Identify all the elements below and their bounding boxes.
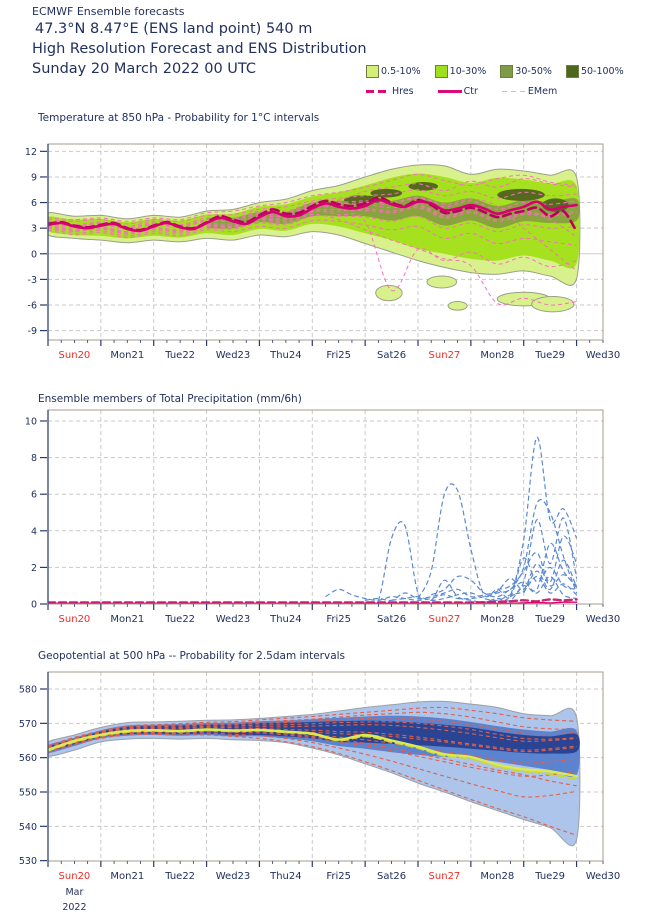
ensemble-member-line bbox=[497, 437, 576, 600]
y-tick-label: -9 bbox=[27, 326, 37, 338]
panel-1 bbox=[25, 410, 620, 625]
y-tick-label: 580 bbox=[18, 684, 37, 696]
y-tick-label: 0 bbox=[30, 249, 37, 261]
day-label-Sat26: Sat26 bbox=[377, 614, 407, 625]
basetime-line: Sunday 20 March 2022 00 UTC bbox=[32, 61, 257, 77]
day-label-Wed23: Wed23 bbox=[215, 350, 251, 361]
y-tick-label: 6 bbox=[30, 198, 37, 210]
x-axis-labels bbox=[59, 871, 621, 913]
day-label-Thu24: Thu24 bbox=[270, 350, 302, 361]
day-label-Sun20: Sun20 bbox=[58, 350, 91, 361]
day-label-Mon28: Mon28 bbox=[480, 871, 515, 882]
y-tick-label: 540 bbox=[18, 821, 37, 833]
day-label-Sat26: Sat26 bbox=[377, 871, 407, 882]
panel-title-geopotential: Geopotential at 500 hPa -- Probability for 2.5dam intervals bbox=[38, 650, 346, 662]
legend-label: EMem bbox=[527, 86, 558, 97]
y-tick-label: 570 bbox=[18, 718, 37, 730]
y-tick-label: 0 bbox=[30, 599, 37, 611]
gridlines bbox=[48, 410, 603, 604]
app-title: ECMWF Ensemble forecasts bbox=[32, 5, 185, 18]
legend-label: 0.5-10% bbox=[381, 66, 421, 77]
x-axis-labels bbox=[59, 350, 621, 361]
y-tick-label: 550 bbox=[18, 787, 37, 799]
legend-label: 50-100% bbox=[580, 66, 624, 77]
day-label-Wed30: Wed30 bbox=[585, 871, 621, 882]
day-label-Mon28: Mon28 bbox=[480, 350, 515, 361]
day-label-Mon21: Mon21 bbox=[110, 350, 145, 361]
legend-label: Ctr bbox=[463, 86, 478, 97]
month-label: Mar bbox=[65, 887, 84, 898]
day-label-Fri25: Fri25 bbox=[326, 614, 352, 625]
day-label-Mon21: Mon21 bbox=[110, 871, 145, 882]
day-label-Tue22: Tue22 bbox=[165, 614, 196, 625]
plot-frame bbox=[48, 410, 603, 604]
probability-blob bbox=[497, 189, 545, 201]
y-tick-label: -3 bbox=[27, 274, 37, 286]
day-label-Tue29: Tue29 bbox=[535, 871, 566, 882]
y-tick-label: 10 bbox=[24, 416, 37, 428]
y-tick-label: -6 bbox=[27, 300, 37, 312]
y-tick-label: 560 bbox=[18, 753, 37, 765]
day-label-Sun27: Sun27 bbox=[428, 871, 461, 882]
day-label-Fri25: Fri25 bbox=[326, 871, 352, 882]
panel-title-precipitation: Ensemble members of Total Precipitation (mm/6h) bbox=[38, 393, 302, 405]
legend-label: 10-30% bbox=[449, 66, 487, 77]
year-label: 2022 bbox=[62, 902, 87, 913]
day-label-Tue22: Tue22 bbox=[165, 350, 196, 361]
day-label-Mon21: Mon21 bbox=[110, 614, 145, 625]
day-label-Tue29: Tue29 bbox=[535, 350, 566, 361]
y-tick-label: 4 bbox=[30, 526, 37, 538]
y-tick-label: 2 bbox=[30, 562, 37, 574]
day-label-Wed23: Wed23 bbox=[215, 871, 251, 882]
day-label-Sun27: Sun27 bbox=[428, 614, 461, 625]
day-label-Tue22: Tue22 bbox=[165, 871, 196, 882]
ens-members bbox=[326, 437, 577, 605]
day-label-Mon28: Mon28 bbox=[480, 614, 515, 625]
x-axis-labels bbox=[59, 614, 621, 625]
day-label-Thu24: Thu24 bbox=[270, 871, 302, 882]
day-label-Sun20: Sun20 bbox=[58, 614, 91, 625]
probability-blob bbox=[427, 276, 457, 288]
day-label-Fri25: Fri25 bbox=[326, 350, 352, 361]
location-line: 47.3°N 8.47°E (ENS land point) 540 m bbox=[35, 21, 313, 37]
probability-blob bbox=[532, 296, 574, 311]
y-tick-label: 12 bbox=[24, 146, 37, 158]
y-tick-label: 3 bbox=[30, 223, 37, 235]
day-label-Wed30: Wed30 bbox=[585, 350, 621, 361]
ensemble-member-line bbox=[418, 484, 577, 599]
y-tick-label: 6 bbox=[30, 489, 37, 501]
legend-label: Hres bbox=[392, 86, 414, 97]
y-tick-label: 9 bbox=[30, 172, 37, 184]
day-label-Sun20: Sun20 bbox=[58, 871, 91, 882]
product-line: High Resolution Forecast and ENS Distribution bbox=[32, 41, 367, 57]
day-label-Sat26: Sat26 bbox=[377, 350, 407, 361]
legend-label: 30-50% bbox=[515, 66, 552, 77]
panel-0 bbox=[25, 144, 620, 361]
day-label-Thu24: Thu24 bbox=[270, 614, 302, 625]
ensemble-member-line bbox=[524, 560, 577, 593]
day-label-Tue29: Tue29 bbox=[535, 614, 566, 625]
y-tick-label: 530 bbox=[18, 856, 37, 868]
day-label-Wed30: Wed30 bbox=[585, 614, 621, 625]
day-label-Wed23: Wed23 bbox=[215, 614, 251, 625]
panel-2 bbox=[19, 672, 620, 913]
day-label-Sun27: Sun27 bbox=[428, 350, 461, 361]
panel-title-temperature: Temperature at 850 hPa - Probability for 1°C intervals bbox=[38, 112, 320, 124]
probability-blob bbox=[448, 302, 467, 311]
y-tick-label: 8 bbox=[30, 453, 37, 465]
